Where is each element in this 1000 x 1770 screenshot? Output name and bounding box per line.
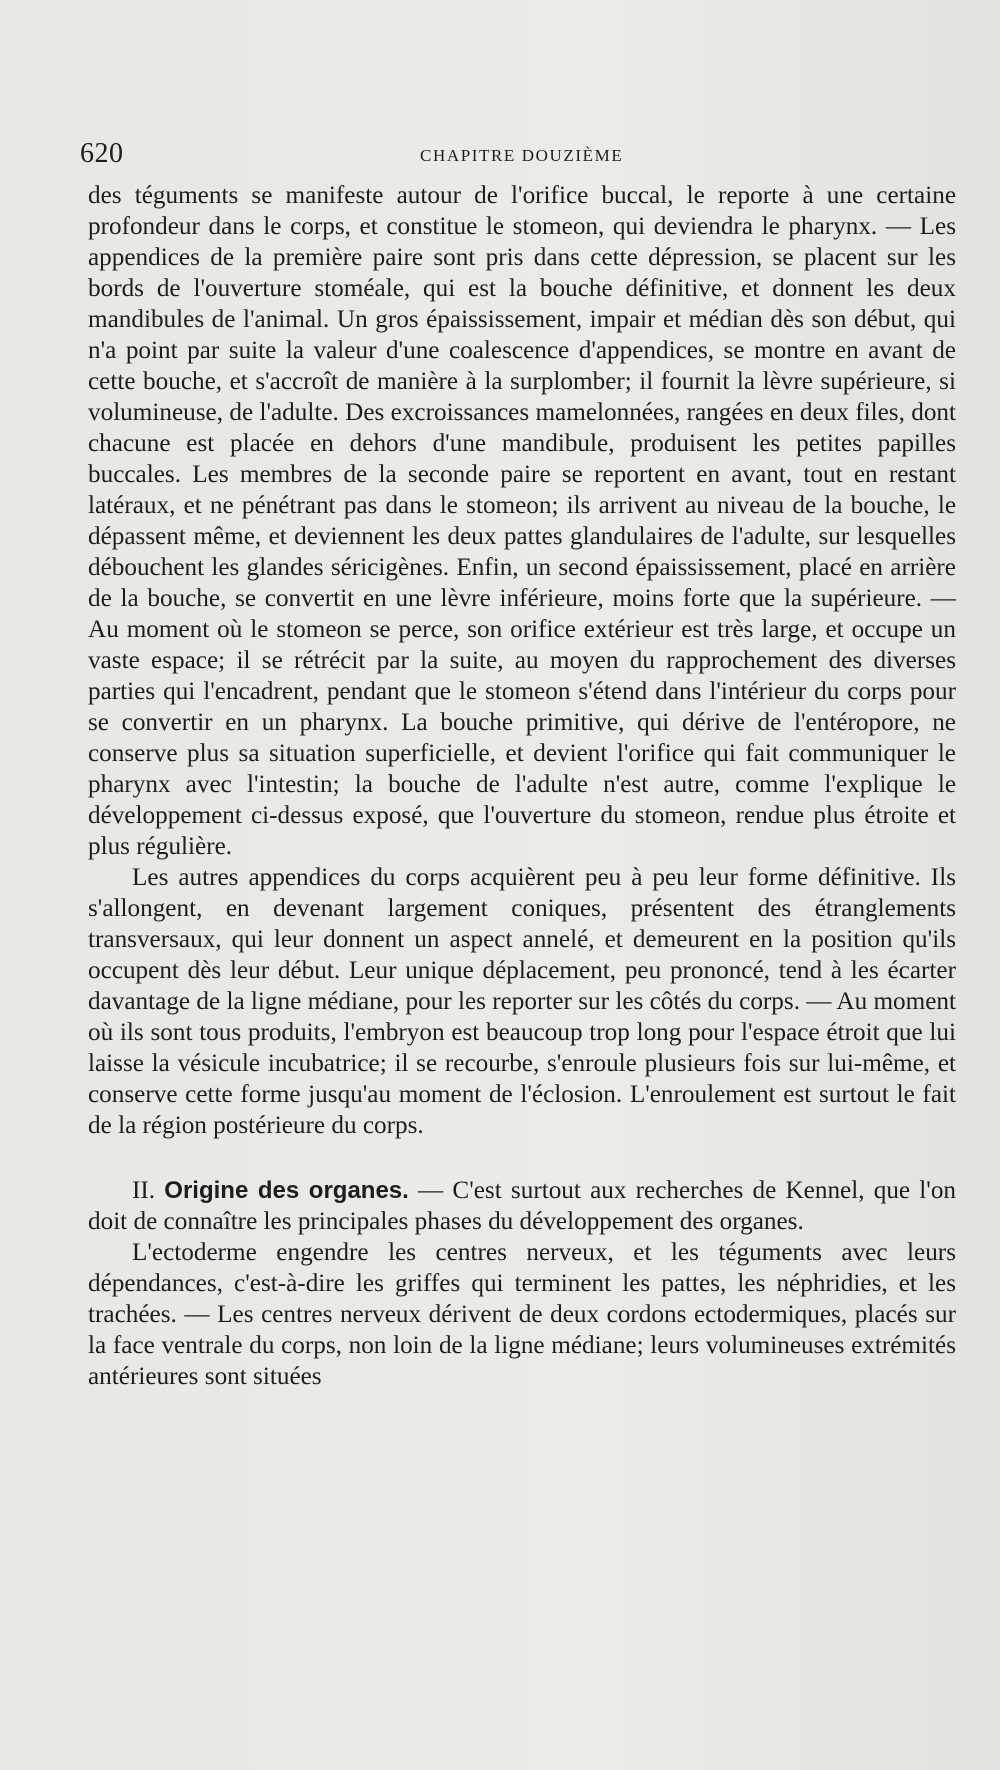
paragraph-continuation: des téguments se manifeste autour de l'orifice buccal, le reporte à une certaine profondeur dans le corps, et constitue le stomeon, qui deviendra le pharynx. — Les appendices de la première paire sont pris dans cette dépression, se placent sur les bords de l'ouverture stoméale, qui est la bouche définitive, et donnent les deux mandibules de l'animal. Un gros épaississement, impair et médian dès son début, qui n'a point par suite la valeur d'une coalescence d'appendices, se montre en avant de cette bouche, et s'accroît de manière à la surplomber; il fournit la lèvre supérieure, si volumineuse, de l'adulte. Des excroissances mamelonnées, rangées en deux files, dont chacune est placée en dehors d'une mandibule, produisent les petites papilles buccales. Les membres de la seconde paire se reportent en avant, tout en restant latéraux, et ne pénétrant pas dans le stomeon; ils arrivent au niveau de la bouche, le dépassent même, et deviennent les deux pattes glandulaires de l'adulte, sur lesquelles débouchent les glandes séricigènes. Enfin, un second épaississement, placé en arrière de la bouche, se convertit en une lèvre inférieure, moins forte que la supérieure. — Au moment où le stomeon se perce, son orifice extérieur est très large, et occupe un vaste espace; il se rétrécit par la suite, au moyen du rapprochement des diverses parties qui l'encadrent, pendant que le stomeon s'étend dans l'intérieur du corps pour se convertir en un pharynx. La bouche primitive, qui dérive de l'entéropore, ne conserve plus sa situation superficielle, et devient l'orifice qui fait communiquer le pharynx avec l'intestin; la bouche de l'adulte n'est autre, comme l'explique le développement ci-dessus exposé, que l'ouverture du stomeon, rendue plus étroite et plus régulière.: [88, 182, 956, 860]
section-title: Origine des organes.: [164, 1177, 409, 1204]
body-text: [88, 180, 956, 1392]
page-number: 620: [80, 138, 124, 169]
running-head: [80, 138, 948, 168]
paragraph-ectoderme: L'ectoderme engendre les centres nerveux, et les téguments avec leurs dépendances, c'est-à-dire les griffes qui terminent les pattes, les néphridies, et les trachées. — Les centres nerveux dérivent de deux cordons ectodermiques, placés sur la face ventrale du corps, non loin de la ligne médiane; leurs volumineuses extrémités antérieures sont situées: [88, 1239, 956, 1390]
section-text: — C'est surtout aux recherches de Kennel, que l'on doit de connaître les principales phases du développement des organes.: [88, 1177, 957, 1235]
paragraph-appendices: Les autres appendices du corps acquièrent peu à peu leur forme définitive. Ils s'allongent, en devenant largement coniques, présentent des étranglements transversaux, qui leur donnent un aspect annelé, et demeurent en la position qu'ils occupent dès leur début. Leur unique déplacement, peu prononcé, tend à les écarter davantage de la ligne médiane, pour les reporter sur les côtés du corps. — Au moment où ils sont tous produits, l'embryon est beaucoup trop long pour l'espace étroit que lui laisse la vésicule incubatrice; il se recourbe, s'enroule plusieurs fois sur lui-même, et conserve cette forme jusqu'au moment de l'éclosion. L'enroulement est surtout le fait de la région postérieure du corps.: [88, 864, 957, 1139]
section-origine-des-organes: [88, 1175, 956, 1237]
section-number: II.: [132, 1177, 156, 1204]
chapter-title: CHAPITRE DOUZIÈME: [420, 146, 624, 165]
